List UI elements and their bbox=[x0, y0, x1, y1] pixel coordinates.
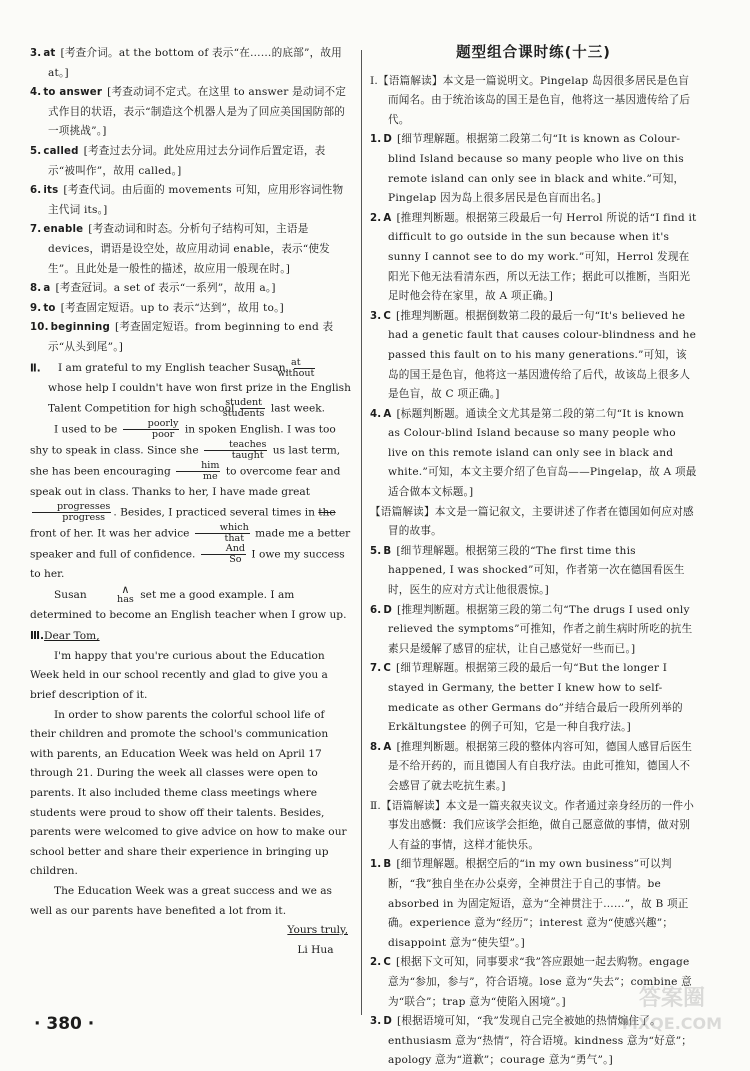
answer-item bbox=[370, 405, 697, 503]
answer-value: D bbox=[383, 134, 393, 146]
letter-paragraph: The Education Week was a great success and we as well as our parents have benefited a lot from it. bbox=[30, 884, 332, 917]
answer-explanation: [考查冠词。a set of 表示“一系列”，故用 a。] bbox=[55, 282, 276, 295]
correction-mark: And So bbox=[201, 544, 246, 565]
answer-value: A bbox=[383, 408, 392, 420]
correction-mark: him me bbox=[176, 461, 220, 482]
answer-explanation: [考查介词。at the bottom of 表示“在……的底部”，故用 at。] bbox=[48, 47, 342, 79]
essay-text: whose help I couldn't have won first prize in the English Talent Competition for high school bbox=[48, 381, 351, 415]
watermark-logo bbox=[602, 979, 742, 1035]
correction-mark: student students bbox=[222, 397, 265, 420]
column-divider bbox=[361, 50, 362, 1015]
answer-key: 5. bbox=[30, 145, 42, 157]
answer-value: to answer bbox=[43, 87, 103, 99]
answer-item bbox=[370, 738, 697, 797]
correction-mark: which that bbox=[195, 523, 250, 544]
answer-item bbox=[30, 83, 352, 142]
deleted-word: the bbox=[318, 506, 336, 519]
answer-explanation: [考查代词。由后面的 movements 可知，应用形容词性物主代词 its。] bbox=[48, 184, 344, 216]
answer-explanation: [推理判断题。根据倒数第二段的最后一句“It's believed he had a genetic fault that causes colour-blindness and he passed this fault on to his many generations.”可知，该岛的国王是色盲，他将这一基因遗传给了后代，故该岛上很多人是色盲，故 C 项正确。] bbox=[388, 309, 697, 401]
essay-text: I am grateful to my English teacher Susan, bbox=[57, 362, 289, 374]
answer-key: 1. bbox=[370, 134, 382, 146]
answer-explanation: [考查固定短语。up to 表示“达到”，故用 to。] bbox=[60, 301, 284, 314]
answer-key: 10. bbox=[30, 322, 49, 334]
answer-item bbox=[370, 855, 697, 953]
passage-intro: Ⅰ.【语篇解读】本文是一篇说明文。Pingelap 岛因很多居民是色盲而闻名。由于统治该岛的国王是色盲，他将这一基因遗传给了后代。 bbox=[370, 74, 691, 126]
answer-explanation: [推理判断题。根据第三段最后一句 Herrol 所说的话“I find it difficult to go outside in the sun because when it's sunny I cannot see to do my work.”可知，Herrol 发现在阳光下他无法看清东西，所以无法工作；据此可以推断，当阳光足时他会待在家里，故 A 项正确。] bbox=[388, 211, 697, 303]
answer-key: 6. bbox=[370, 604, 382, 616]
essay-text: last week. bbox=[270, 402, 326, 415]
insertion-mark: ∧ has bbox=[117, 583, 134, 606]
answer-explanation: [根据语境可知，“我”发现自己完全被她的热情煽住了。enthusiasm 意为“热情”，符合语境。kindness 意为“好意”；apology 意为“道歉”；courage 意为“勇气”。] bbox=[388, 1015, 693, 1067]
passage-intro: Ⅱ.【语篇解读】本文是一篇夹叙夹议文。作者通过亲身经历的一件小事发出感慨：我们应该学会拒绝，做自己愿意做的事情，做对别人有益的事情，这样才能快乐。 bbox=[370, 799, 694, 851]
answer-key: 8. bbox=[30, 283, 42, 295]
answer-value: beginning bbox=[50, 322, 110, 334]
answer-value: C bbox=[383, 957, 392, 969]
answer-key: 3. bbox=[370, 1016, 382, 1028]
answer-explanation: [考查固定短语。from beginning to end 表示“从头到尾”。] bbox=[48, 321, 334, 353]
letter-paragraph: I'm happy that you're curious about the Education Week held in our school recently and glad to give you a brief description of it. bbox=[30, 649, 328, 701]
correction-mark: poorly poor bbox=[123, 419, 180, 440]
answer-explanation: [细节理解题。根据第三段的“The first time this happened, I was shocked”可知，作者第一次在德国看医生时，医生的应对方式让他很震惊。] bbox=[388, 544, 685, 597]
answer-value: D bbox=[383, 1016, 393, 1028]
answer-value: C bbox=[383, 310, 392, 322]
answer-item bbox=[30, 299, 352, 319]
correction-mark: at without bbox=[277, 356, 315, 379]
answer-item bbox=[30, 220, 352, 279]
answer-item bbox=[30, 279, 352, 299]
answer-item bbox=[30, 142, 352, 181]
answer-key: 2. bbox=[370, 212, 382, 224]
passage-intro: 【语篇解读】本文是一篇记叙文，主要讲述了作者在德国如何应对感冒的故事。 bbox=[370, 505, 694, 538]
answer-key: 6. bbox=[30, 185, 42, 197]
answer-value: B bbox=[383, 545, 392, 557]
answer-value: its bbox=[43, 185, 59, 197]
answer-explanation: [根据下文可知，同事要求“我”答应跟她一起去购物。engage 意为“参加，参与”，符合语境。lose 意为“失去”；combine 意为“联合”；trap 意为“使陷入困境”。] bbox=[388, 956, 692, 1008]
answer-item bbox=[30, 44, 352, 83]
svg-text:答案圈: 答案圈 bbox=[638, 986, 706, 1011]
answer-key: 4. bbox=[370, 408, 382, 420]
answer-explanation: [推理判断题。根据第三段的整体内容可知，德国人感冒后医生是不给开药的，而且德国人有自我疗法。由此可推知，德国人不会感冒了就去吃抗生素。] bbox=[388, 740, 693, 792]
answer-explanation: [考查动词和时态。分析句子结构可知，主语是 devices，谓语是设空处，故应用动词 enable，表示“使发生”。且此处是一般性的描述，故应用一般现在时。] bbox=[48, 223, 330, 275]
answer-explanation: [推理判断题。根据第三段的第二句“The drugs I used only relieved the symptoms”可推知，作者之前生病时所吃的抗生素只是缓解了感冒的症状，让自己感觉好一些而已。] bbox=[388, 603, 693, 655]
letter-signoff bbox=[30, 921, 352, 960]
correction-paragraph: Susan ∧ has set me a good example. I am determined to become an English teacher when I grow up. bbox=[30, 583, 347, 621]
answer-value: called bbox=[43, 145, 79, 157]
answer-value: A bbox=[383, 212, 392, 224]
answer-item bbox=[370, 542, 697, 601]
answer-key: 3. bbox=[30, 48, 42, 59]
letter-body bbox=[30, 647, 352, 921]
answer-explanation: [考查过去分词。此处应用过去分词作后置定语，表示“被叫作”，故用 called。] bbox=[48, 144, 326, 177]
answer-list-section1 bbox=[30, 44, 352, 358]
answer-explanation: [细节理解题。根据第二段第二句“It is known as Colour-blind Island because so many people who live on this remote island can only see in black and white.”可知，Pingelap 因为岛上很多居民是色盲而出名。] bbox=[388, 133, 685, 205]
answer-item bbox=[30, 181, 352, 220]
answer-item bbox=[370, 209, 697, 307]
answer-key: 7. bbox=[30, 224, 42, 236]
answer-item bbox=[370, 307, 697, 405]
page-number: · 380 · bbox=[34, 1014, 95, 1034]
section-label: Ⅱ. bbox=[30, 363, 41, 374]
answer-value: enable bbox=[43, 224, 84, 236]
answer-value: A bbox=[383, 741, 392, 753]
answer-value: B bbox=[383, 859, 392, 871]
answer-explanation: [标题判断题。通读全文尤其是第二段的第二句“It is known as Colour-blind Island because so many people who live on this remote island can only see in black and white.”可知，本文主要介绍了色盲岛——Pingelap，故 A 项最适合做本文标题。] bbox=[388, 407, 697, 499]
answer-key: 1. bbox=[370, 859, 382, 871]
answer-value: to bbox=[43, 302, 56, 314]
correction-section bbox=[30, 358, 352, 626]
svg-text:MXQE.COM: MXQE.COM bbox=[621, 1014, 723, 1033]
answer-explanation: [细节理解题。根据空后的“in my own business”可以判断，“我”独自坐在办公桌旁，全神贯注于自己的事情。be absorbed in 为固定短语，意为“全神贯注于……”，故 B 项正确。experience 意为“经历”；interest 意为“使感兴趣”；disappoint 意为“使失望”。] bbox=[388, 858, 689, 949]
answer-item bbox=[370, 601, 697, 660]
section-label: Ⅲ. bbox=[30, 630, 45, 643]
correction-paragraph: I used to be poorly poor in spoken English. I was too shy to speak in class. Since she teaches taught us last term, she has been encouraging him me to overcome fear and speak out in class. Thanks to her, I have made great progresses progress . Besides, I practiced several times in the front of her. It was her advice which that made me a better speaker and full of confidence. And So I owe my success to her. bbox=[30, 418, 351, 581]
answer-key: 2. bbox=[370, 957, 382, 969]
answer-list-part1 bbox=[370, 130, 697, 502]
answer-item bbox=[370, 659, 697, 737]
answer-list-part2 bbox=[370, 542, 697, 797]
answer-key: 3. bbox=[370, 310, 382, 322]
writing-section bbox=[30, 627, 352, 960]
letter-signature: Li Hua bbox=[297, 943, 334, 956]
page-title: 题型组合课时练(十三) bbox=[456, 45, 611, 61]
answer-value: C bbox=[383, 663, 392, 675]
right-column bbox=[370, 44, 697, 1071]
left-column bbox=[30, 44, 352, 960]
answer-item bbox=[370, 130, 697, 208]
answer-value: a bbox=[43, 283, 51, 295]
answer-list-part3 bbox=[370, 855, 697, 1071]
answer-explanation: [考查动词不定式。在这里 to answer 是动词不定式作目的状语，表示“制造这个机器人是为了回应美国国防部的一项挑战”。] bbox=[48, 86, 347, 138]
letter-closing: Yours truly, bbox=[287, 924, 348, 937]
correction-mark: teaches taught bbox=[204, 440, 267, 461]
letter-greeting: Dear Tom, bbox=[44, 630, 100, 643]
answer-key: 9. bbox=[30, 302, 42, 314]
answer-key: 4. bbox=[30, 87, 42, 99]
answer-value: D bbox=[383, 604, 393, 616]
answer-item bbox=[30, 318, 352, 357]
answer-key: 8. bbox=[370, 741, 382, 753]
correction-mark: progresses progress bbox=[32, 502, 111, 523]
answer-key: 7. bbox=[370, 663, 382, 675]
answer-explanation: [细节理解题。根据第三段的最后一句“But the longer I stayed in Germany, the better I knew how to self-medicate as other Germans do”并结合最后一段所列举的 Erkältungstee 的例子可知，它是一种自我疗法。] bbox=[388, 662, 683, 734]
answer-value: at bbox=[43, 48, 56, 59]
letter-paragraph: In order to show parents the colorful school life of their children and promote the school's communication with parents, an Education Week was held on April 17 through 21. During the week all classes were open to parents. It also included theme class meetings where students were proud to show off their talents. Besides, parents were welcomed to give advice on how to make our school better and share their experience in bringing up children. bbox=[30, 708, 347, 878]
answer-key: 5. bbox=[370, 545, 382, 557]
